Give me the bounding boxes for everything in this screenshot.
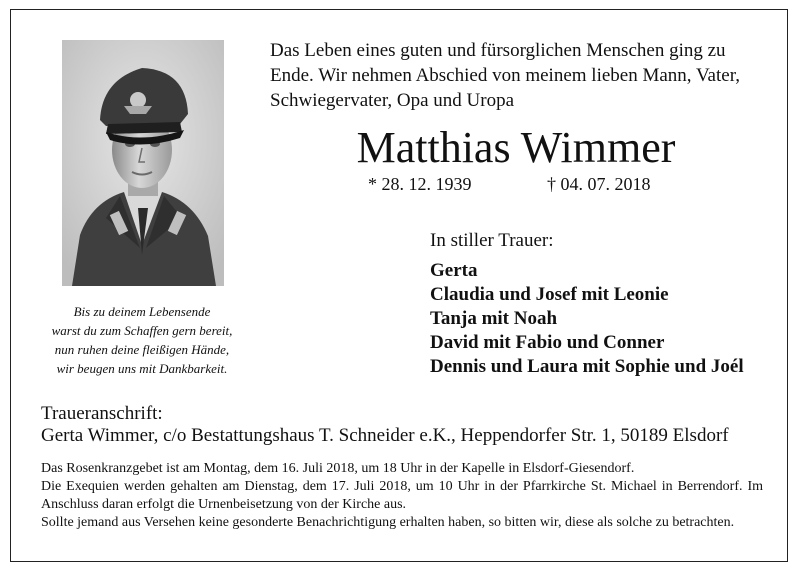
intro-text bbox=[270, 38, 770, 113]
poem-line: wir beugen uns mit Dankbarkeit. bbox=[56, 361, 228, 376]
memorial-poem bbox=[36, 302, 248, 378]
birth-date: * 28. 12. 1939 bbox=[368, 174, 472, 194]
address-text: Gerta Wimmer, c/o Bestattungshaus T. Schneider e.K., Heppendorfer Str. 1, 50189 Elsdorf bbox=[41, 425, 729, 446]
intro-line: Ende. Wir nehmen Abschied von meinem lieben Mann, Vater, bbox=[270, 65, 741, 86]
requiem-note: Die Exequien werden gehalten am Dienstag, dem 17. Juli 2018, um 10 Uhr in der Pfarrkirche St. Michael in Berrendorf. Im Anschluss daran erfolgt die Urnenbeisetzung von der Kirche aus. bbox=[41, 479, 763, 512]
mourner-entry: Tanja mit Noah bbox=[430, 308, 558, 329]
rosary-note: Das Rosenkranzgebet ist am Montag, dem 16. Juli 2018, um 18 Uhr in der Kapelle in Elsdorf-Giesendorf. bbox=[41, 461, 635, 476]
poem-line: Bis zu deinem Lebensende bbox=[73, 304, 211, 319]
address-label: Traueranschrift: bbox=[41, 403, 163, 424]
mourner-entry: Claudia und Josef mit Leonie bbox=[430, 284, 669, 305]
poem-line: nun ruhen deine fleißigen Hände, bbox=[54, 342, 230, 357]
intro-line: Das Leben eines guten und fürsorglichen Menschen ging zu bbox=[270, 40, 726, 61]
intro-line: Schwiegervater, Opa und Uropa bbox=[270, 90, 515, 111]
mourners-label: In stiller Trauer: bbox=[430, 230, 554, 251]
deceased-name: Matthias Wimmer bbox=[356, 123, 676, 172]
portrait-photo bbox=[62, 40, 224, 286]
portrait-image bbox=[62, 40, 224, 286]
poem-line: warst du zum Schaffen gern bereit, bbox=[51, 323, 233, 338]
mourner-entry: Gerta bbox=[430, 260, 478, 281]
mourners-list bbox=[430, 259, 744, 379]
mourner-entry: Dennis und Laura mit Sophie und Joél bbox=[430, 356, 744, 377]
service-notes bbox=[41, 460, 763, 532]
notification-note: Sollte jemand aus Versehen keine gesonderte Benachrichtigung erhalten haben, so bitten wir, diese als solche zu betrachten. bbox=[41, 515, 735, 530]
death-date: † 04. 07. 2018 bbox=[547, 174, 651, 194]
mourner-entry: David mit Fabio und Conner bbox=[430, 332, 665, 353]
